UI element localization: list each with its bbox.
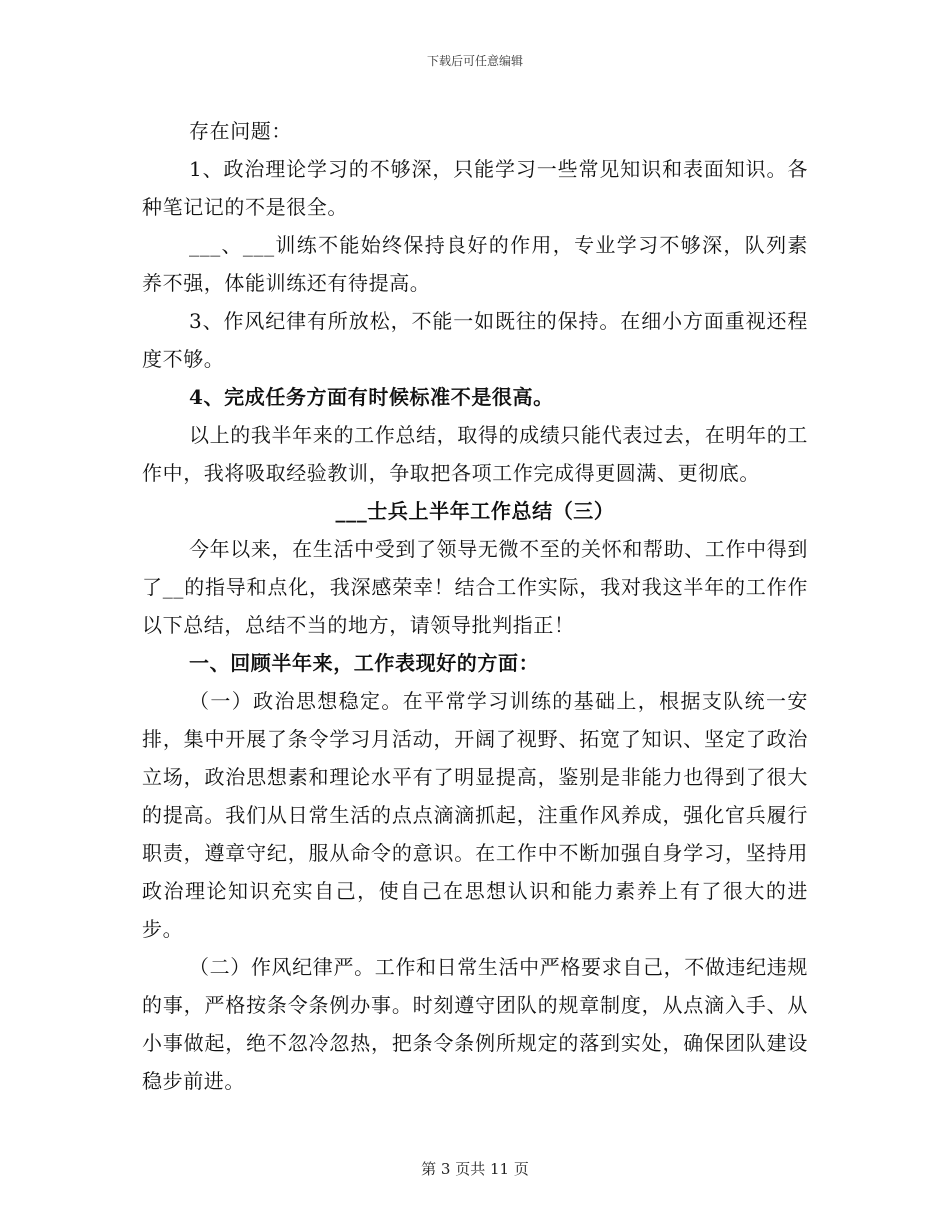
paragraph-problem-4: 4、完成任务方面有时候标准不是很高。	[189, 385, 554, 409]
paragraph-discipline: （二）作风纪律严。工作和日常生活中严格要求自己，不做违纪违规的事，严格按条令条例办事。时刻遵守团队的规章制度，从点滴入手、从小事做起，绝不忽冷忽热，把条令条例所规定的落到实处，确保团队建设稳步前进。	[142, 955, 808, 1093]
document-body	[142, 112, 808, 1100]
paragraph-problem-2: ___、___训练不能始终保持良好的作用，专业学习不够深，队列素养不强，体能训练还有待提高。	[142, 233, 808, 295]
paragraph-problems-heading: 存在问题：	[189, 119, 292, 143]
paragraph-conclusion: 以上的我半年来的工作总结，取得的成绩只能代表过去，在明年的工作中，我将吸取经验教训，争取把各项工作完成得更圆满、更彻底。	[142, 423, 808, 485]
page-footer: 第 3 页共 11 页	[421, 1160, 529, 1178]
section-title: ___士兵上半年工作总结（三）	[335, 499, 615, 523]
page-header: 下载后可任意编辑	[426, 54, 523, 68]
paragraph-politics: （一）政治思想稳定。在平常学习训练的基础上，根据支队统一安排，集中开展了条令学习月活动，开阔了视野、拓宽了知识、坚定了政治立场，政治思想素和理论水平有了明显提高，鉴别是非能力也得到了很大的提高。我们从日常生活的点点滴滴抓起，注重作风养成，强化官兵履行职责，遵章守纪，服从命令的意识。在工作中不断加强自身学习，坚持用政治理论知识充实自己，使自己在思想认识和能力素养上有了很大的进步。	[142, 689, 808, 941]
paragraph-intro: 今年以来，在生活中受到了领导无微不至的关怀和帮助、工作中得到了__的指导和点化，我深感荣幸！结合工作实际，我对我这半年的工作作以下总结，总结不当的地方，请领导批判指正！	[142, 537, 808, 637]
paragraph-problem-3: 3、作风纪律有所放松，不能一如既往的保持。在细小方面重视还程度不够。	[142, 309, 808, 371]
paragraph-problem-1: 1、政治理论学习的不够深，只能学习一些常见知识和表面知识。各种笔记记的不是很全。	[142, 157, 808, 219]
heading-review: 一、回顾半年来，工作表现好的方面：	[189, 651, 540, 675]
